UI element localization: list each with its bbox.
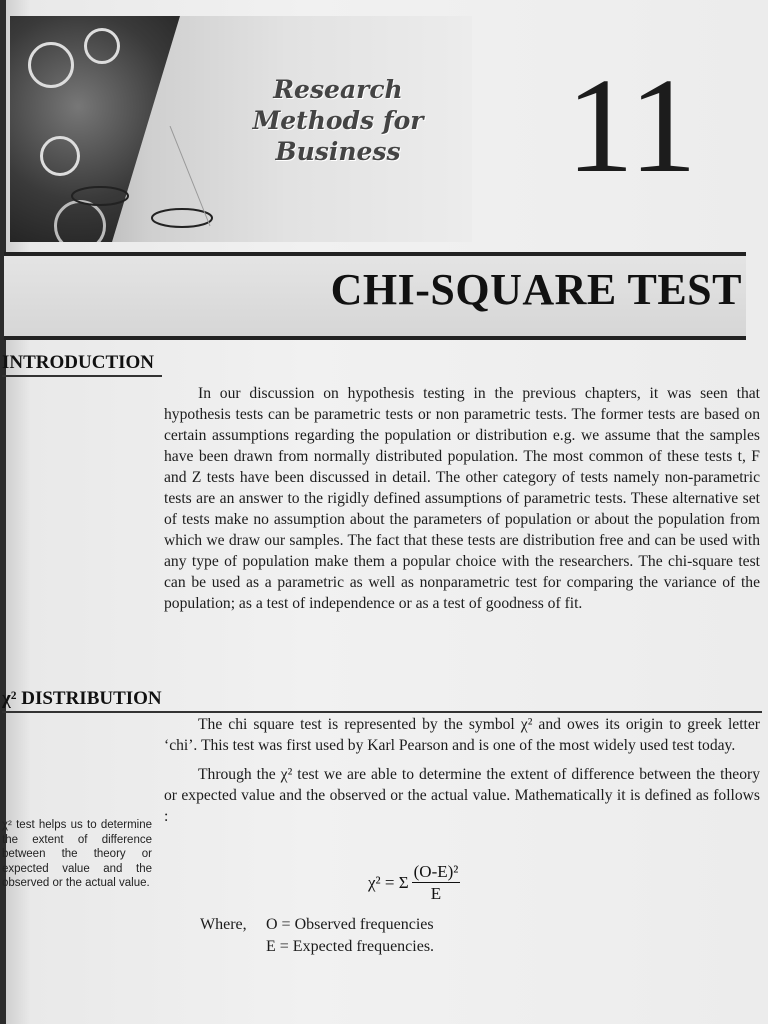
distribution-paragraph-2: Through the χ² test we are able to determine the extent of difference between the theory or expected value and the observed or the actual value. Mathematically it is defined as follows : xyxy=(164,766,760,825)
formula-fraction xyxy=(412,862,461,904)
distribution-paragraph-1: The chi square test is represented by the symbol χ² and owes its origin to greek letter ‘chi’. This test was first used by Karl Pearson and is one of the most widely used test today. xyxy=(164,716,760,754)
chapter-number: 11 xyxy=(566,51,697,201)
chapter-title-band xyxy=(4,252,746,340)
distribution-heading: χ² DISTRIBUTION xyxy=(2,688,162,709)
chi-square-formula xyxy=(368,862,460,904)
distribution-body xyxy=(164,714,760,827)
where-label: Where, xyxy=(200,916,247,933)
definition-expected: E = Expected frequencies. xyxy=(266,938,435,955)
banner-rings-decoration xyxy=(70,126,230,236)
formula-definitions xyxy=(200,914,434,958)
definition-observed: O = Observed frequencies xyxy=(266,916,434,933)
definition-row xyxy=(266,936,434,958)
formula-denominator: E xyxy=(430,884,442,903)
formula-numerator: (O-E)² xyxy=(413,862,459,881)
gear-icon xyxy=(84,28,120,64)
margin-note: χ² test helps us to determine the extent of difference between the theory or expected value and the observed or the actual value. xyxy=(2,819,152,889)
introduction-body xyxy=(164,383,760,614)
formula-lhs: χ² = Σ xyxy=(368,873,409,892)
chapter-banner xyxy=(10,16,472,242)
gear-icon xyxy=(28,42,74,88)
introduction-rule xyxy=(2,375,162,377)
introduction-heading: INTRODUCTION xyxy=(2,352,155,373)
series-title: Research Methods for Business xyxy=(252,75,424,166)
definition-row xyxy=(200,914,434,936)
introduction-paragraph: In our discussion on hypothesis testing in the previous chapters, it was seen that hypothesis tests can be parametric tests or non parametric tests. The former tests are based on certain assumptions regarding the population or distribution e.g. we assume that the samples have been drawn from normally distributed population. The most common of these tests t, F and Z tests have been discussed in detail. The other category of tests namely non-parametric tests are an answer to the rigidly defined assumptions of parametric tests. These alternative set of tests make no assumption about the parameters of population or about the population from which we draw our samples. The fact that these tests are distribution free and can be used with any type of population make them a popular choice with the researchers. The chi-square test can be used as a parametric as well as nonparametric test for comparing the variance of the population; as a test of independence or as a test of goodness of fit. xyxy=(164,385,760,612)
distribution-rule xyxy=(2,711,762,713)
chapter-title: CHI-SQUARE TEST xyxy=(330,265,742,314)
